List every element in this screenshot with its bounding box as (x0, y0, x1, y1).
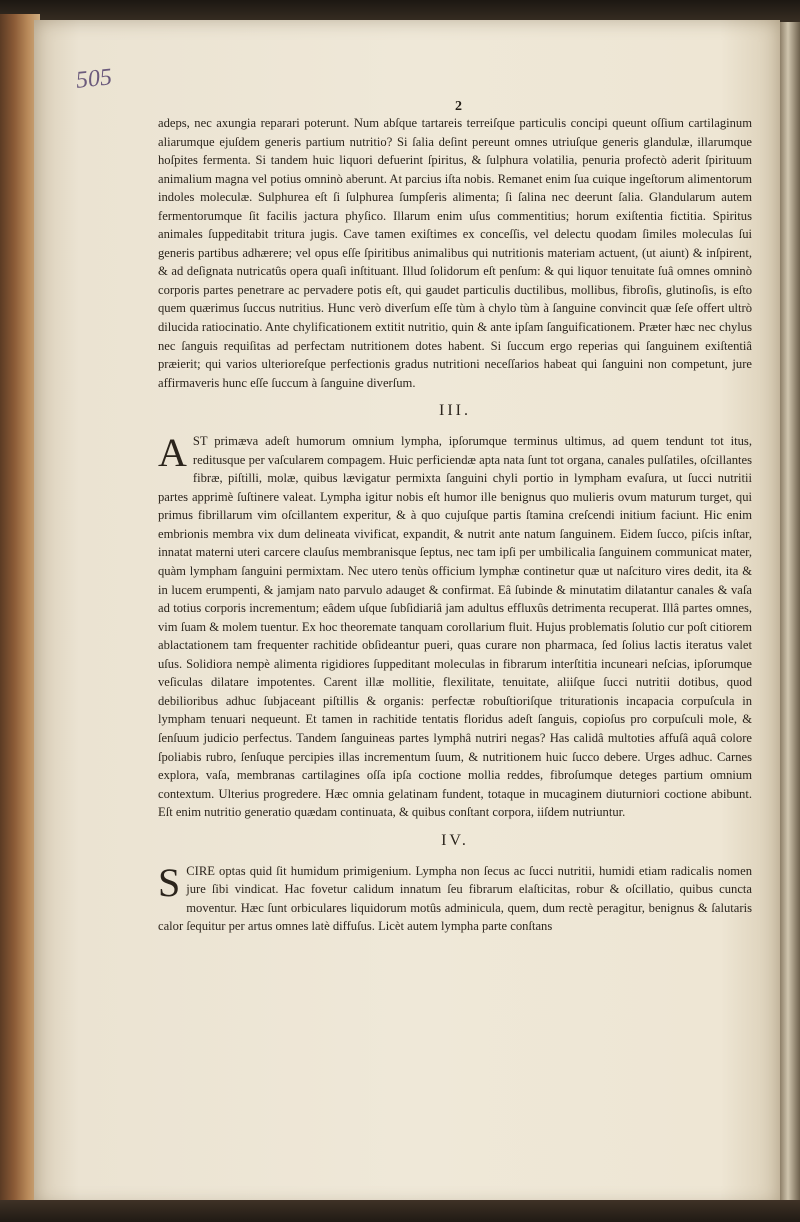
bottom-edge (0, 1200, 800, 1222)
section-heading-4: IV. (441, 831, 469, 849)
section-heading-3: III. (439, 402, 471, 420)
page-number: 2 (455, 99, 462, 114)
paragraph-section-3-text: ST primæva adeſt humorum omnium lympha, ipſorumque terminus ultimus, ad quem tendunt tot itus, reditusque per vaſcularem compagem. Huic perficiendæ apta nata ſunt tot organa, canales pulſatiles, oſcillantes fibræ, piſtilli, molæ, quibus lævigatur permixta ſanguini chyli portio in lympham evaſura, ut ſucci nutritii partes apprimè ſuſtinere valeat. Lympha igitur nobis eſt humor ille benignus quo mulieris ovum maturum turget, qui primus fibrillarum vim oſcillantem experitur, & à quo cujuſque partis ſtamina creſcendi initium faciunt. Hic enim embrionis membra vix dum delineata vivificat, expandit, & nutrit ante natum ſanguinem. Eidem ſucco, piſcis inſtar, innatat materni uteri carcere clauſus membranisque ſeptus, nec tam ipſi per umbilicalia ſanguinem communicat mater, quàm lympham ſanguini permixtam. Nec utero tenùs officium lymphæ continetur quæ ut naſcituro vires dedit, ita & in lucem erumpenti, & jamjam nato parvulo adauget & confirmat. Eâ ſubinde & minutatim dilatantur canales & vaſa ad totius corporis incrementum; eâdem uſque ſubſidiariâ jam adultus effluxûs detrimenta recuperat. Illâ partes omnes, vim ſuam & molem tuentur. Ex hoc theoremate tanquam corollarium fluit. Hujus problematis ſolutio cur poſt citiorem ablactationem tam frequenter rachitide obſideantur pueri, quas curare non pharmaca, ſed ſolius lactis iteratus valet uſus. Solidiora nempè alimenta rigidiores ſuppeditant moleculas in fibrarum interſtitia incuneari neſcias, ipſorumque veſiculas dilatare impotentes. Carent illæ mollitie, flexilitate, tenuitate, aliiſque ſucci nutritii dotibus, quod debilioribus adhuc ſubjaceant piſtillis & organis: perfectæ robuſtioriſque triturationis incapacia corpuſcula in lympham tenuari nequeunt. Et tamen in rachitide tentatis floridus adeſt ſanguis, copioſus pro corpuſculi mole, & ſenſuum judicio perfectus. Tandem ſanguineas partes lymphâ nutriri negas? Has calidâ multoties affuſâ aquâ colore ſpoliabis rubro, ſenſuque percipies illas incrementum ſuum, & nutritionem huic ſucco debere. Urges adhuc. Carnes explora, vaſa, membranas cartilagines oſſa ipſa coctione mollia reddes, fibroſumque deteges partium omnium contextum. Ulterius progredere. Hæc omnia gelatinam fundent, totaque in mucaginem diuturniori coctione abibunt. Eſt enim nutritio generatio quædam continuata, & quibus conſtant corpora, iiſdem nutriuntur. (158, 434, 752, 820)
text-block (158, 114, 752, 936)
paragraph-section-3 (158, 432, 752, 821)
paragraph-section-4-text: CIRE optas quid ſit humidum primigenium. Lympha non ſecus ac ſucci nutritii, humidi etiam radicalis nomen jure ſibi vindicat. Hac fovetur calidum innatum ſeu fibrarum elaſticitas, robur & oſcillatio, quibus cuncta moventur. Hæc ſunt orbiculares liquidorum motûs adminicula, quem, dum rectè peragitur, benignus & ſalutaris calor ſequitur per artus omnes latè diffuſus. Licèt autem lympha parte conſtans (158, 863, 752, 934)
drop-initial: A (158, 430, 187, 476)
drop-initial: S (158, 859, 181, 905)
handwritten-folio-number: 505 (74, 64, 114, 94)
paragraph-continued: adeps, nec axungia reparari poterunt. Num abſque tartareis terreiſque particulis concipi queunt oſſium cartilaginum aliarumque ejuſdem generis partium nutritio? Si ſalia deſint pereunt omnes utriuſque generis glandulæ, illarumque hoſpites fermenta. Si tandem huic liquori defuerint ſpiritus, & ſulphura volatilia, penuria profectò aderit ſpirituum animalium magna vel potius omninò aberunt. At parcius iſta nobis. Remanet enim ſua cuique ingeſtorum alimentorum indoles moleculæ. Sulphurea eſt ſi ſulphurea ſumpſeris alimenta; ſi ſalina nec deerunt ſalia. Glandularum autem fermentorumque ſit facilis jactura phyſico. Illarum enim uſus commentitius; horum exiſtentia fictitia. Spiritus animales ſuppeditabit tritura jugis. Cave tamen exiſtimes ex conceſſis, vel delectu quodam ſimiles moleculas ſui generis partibus adhærere; vel opus eſſe ſpiritibus animalibus qui nutritionis materiam actuent, (ut aiunt) & inſpirent, & ad deſignata nutricatûs opera quaſi inſtituant. Illud ſolidorum eſt penſum: & qui liquor tenuitate ſuâ omnes omninò corporis partes penetrare ac pervadere potis eſt, qui gaudet particulis ductilibus, mollibus, fibroſis, glutinoſis, is eſto quem quærimus ſuccus nutritius. Hunc verò diverſum eſſe tùm à chylo tùm à ſanguine convincit quæ ſeſe offert ultrò dilucida ratiocinatio. Ante chylificationem extitit nutritio, quin & ante ipſam ſanguificationem. Præter hæc nec chylus nec ſanguis requiſitas ad perfectam nutritionem dotes habent. Si ſuccum ergo reperias qui ſanguinem exiſtentiâ præierit; qui varios ulterioreſque perfectionis gradus nutritioni neceſſarios habeat qui ſanguini non competunt, jure affirmaveris hunc eſſe ſuccum à ſanguine diverſum. (158, 116, 752, 390)
page-edge (780, 22, 800, 1202)
paragraph-section-4 (158, 859, 752, 936)
